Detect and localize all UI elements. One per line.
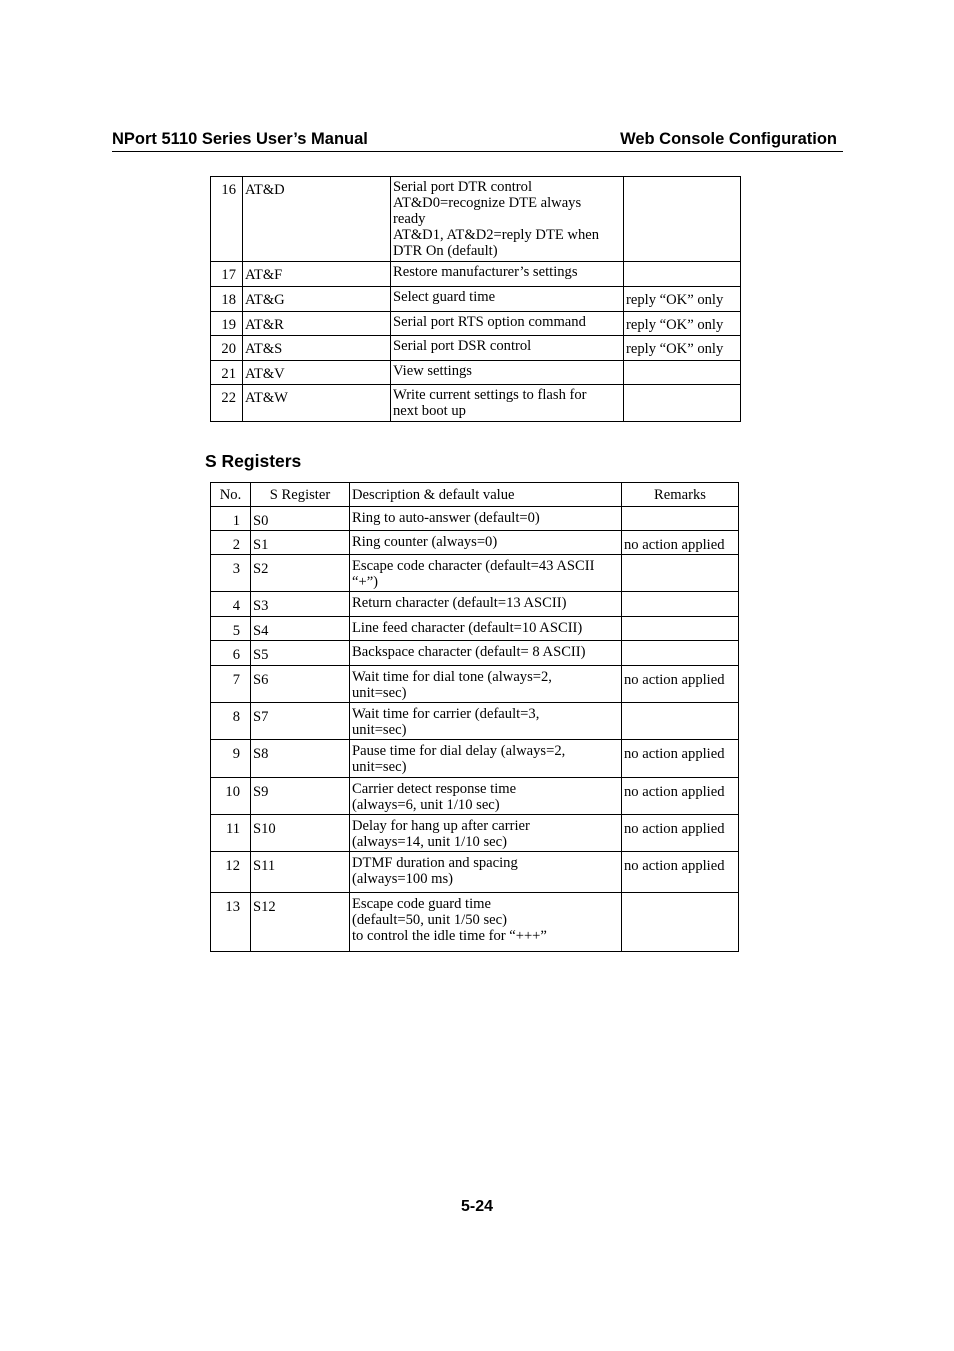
table-row [211, 531, 739, 555]
description-line: Serial port DSR control [393, 338, 532, 354]
s-registers-heading: S Registers [205, 451, 302, 471]
page-number: 5-24 [460, 1198, 494, 1215]
register-cell: S11 [251, 852, 350, 893]
table-row [211, 893, 739, 952]
description-line: (default=50, unit 1/50 sec) [352, 912, 507, 928]
row-number: 9 [211, 740, 251, 778]
table-row [211, 617, 739, 641]
description-line: Return character (default=13 ASCII) [352, 595, 567, 611]
remarks-cell [624, 177, 741, 262]
table-row [211, 385, 741, 422]
remarks-cell [624, 262, 741, 287]
command-cell: AT&S [243, 336, 391, 361]
description-line: (always=100 ms) [352, 871, 454, 887]
header-s-register: S Register [251, 483, 350, 507]
row-number: 11 [211, 815, 251, 852]
register-cell: S9 [251, 778, 350, 815]
table-row [211, 507, 739, 531]
description-line: (always=14, unit 1/10 sec) [352, 834, 507, 850]
row-number: 18 [211, 287, 243, 312]
description-line: View settings [393, 363, 472, 379]
description-cell [350, 666, 622, 703]
table-row [211, 641, 739, 666]
row-number: 1 [211, 507, 251, 531]
description-line: AT&D1, AT&D2=reply DTE when [393, 227, 600, 243]
remarks-cell [624, 361, 741, 385]
remarks-cell [624, 385, 741, 422]
row-number: 21 [211, 361, 243, 385]
table-row [211, 666, 739, 703]
register-cell: S12 [251, 893, 350, 952]
description-line: Escape code character (default=43 ASCII [352, 558, 595, 574]
row-number: 12 [211, 852, 251, 893]
description-line: unit=sec) [352, 759, 407, 775]
description-line: to control the idle time for “+++” [352, 928, 547, 944]
register-cell: S2 [251, 555, 350, 592]
table-row [211, 740, 739, 778]
command-cell: AT&V [243, 361, 391, 385]
remarks-cell [622, 555, 739, 592]
header-remarks: Remarks [622, 483, 739, 507]
description-line: Serial port DTR control [393, 179, 533, 195]
description-cell [350, 852, 622, 893]
row-number: 4 [211, 592, 251, 617]
remarks-cell: no action applied [622, 852, 739, 893]
description-line: next boot up [393, 403, 466, 419]
description-line: unit=sec) [352, 722, 407, 738]
remarks-cell: no action applied [622, 531, 739, 555]
row-number: 6 [211, 641, 251, 666]
description-cell [391, 336, 624, 361]
table-row [211, 703, 739, 740]
remarks-cell [622, 641, 739, 666]
table-row [211, 262, 741, 287]
description-cell [350, 893, 622, 952]
description-cell [391, 312, 624, 336]
table-row [211, 815, 739, 852]
description-line: (always=6, unit 1/10 sec) [352, 797, 500, 813]
description-line: unit=sec) [352, 685, 407, 701]
remarks-cell [622, 592, 739, 617]
register-cell: S1 [251, 531, 350, 555]
command-cell: AT&G [243, 287, 391, 312]
description-line: Restore manufacturer’s settings [393, 264, 578, 280]
s-registers-table [210, 482, 739, 952]
row-number: 19 [211, 312, 243, 336]
remarks-cell [622, 617, 739, 641]
table-row [211, 177, 741, 262]
register-cell: S10 [251, 815, 350, 852]
register-cell: S0 [251, 507, 350, 531]
register-cell: S8 [251, 740, 350, 778]
remarks-cell: no action applied [622, 815, 739, 852]
table-row [211, 778, 739, 815]
description-line: Backspace character (default= 8 ASCII) [352, 644, 586, 660]
row-number: 2 [211, 531, 251, 555]
description-line: Serial port RTS option command [393, 314, 586, 330]
table-row [211, 361, 741, 385]
command-cell: AT&D [243, 177, 391, 262]
description-cell [350, 641, 622, 666]
page-header [112, 129, 843, 152]
row-number: 16 [211, 177, 243, 262]
remarks-cell [622, 893, 739, 952]
description-line: Pause time for dial delay (always=2, [352, 743, 566, 759]
remarks-cell: reply “OK” only [624, 336, 741, 361]
description-line: Wait time for dial tone (always=2, [352, 669, 552, 685]
description-cell [350, 617, 622, 641]
command-cell: AT&W [243, 385, 391, 422]
description-line: Ring counter (always=0) [352, 534, 498, 550]
row-number: 22 [211, 385, 243, 422]
table-row [211, 852, 739, 893]
remarks-cell: no action applied [622, 778, 739, 815]
remarks-cell: reply “OK” only [624, 312, 741, 336]
table-row [211, 312, 741, 336]
register-cell: S7 [251, 703, 350, 740]
description-cell [391, 385, 624, 422]
description-line: Delay for hang up after carrier [352, 818, 530, 834]
register-cell: S6 [251, 666, 350, 703]
description-line: DTMF duration and spacing [352, 855, 518, 871]
remarks-cell: no action applied [622, 666, 739, 703]
remarks-cell: reply “OK” only [624, 287, 741, 312]
register-cell: S5 [251, 641, 350, 666]
row-number: 3 [211, 555, 251, 592]
row-number: 7 [211, 666, 251, 703]
description-line: Select guard time [393, 289, 496, 305]
register-cell: S4 [251, 617, 350, 641]
description-line: “+”) [352, 574, 379, 590]
description-cell [350, 740, 622, 778]
remarks-cell [622, 507, 739, 531]
row-number: 13 [211, 893, 251, 952]
header-no: No. [211, 483, 251, 507]
table-row [211, 555, 739, 592]
description-cell [350, 592, 622, 617]
header-description: Description & default value [350, 483, 622, 507]
description-cell [391, 177, 624, 262]
description-cell [350, 778, 622, 815]
remarks-cell [622, 703, 739, 740]
description-line: AT&D0=recognize DTE always [393, 195, 582, 211]
description-line: Write current settings to flash for [393, 387, 587, 403]
row-number: 10 [211, 778, 251, 815]
remarks-cell: no action applied [622, 740, 739, 778]
command-cell: AT&R [243, 312, 391, 336]
description-cell [350, 531, 622, 555]
description-cell [391, 361, 624, 385]
description-line: ready [393, 211, 426, 227]
description-line: Ring to auto-answer (default=0) [352, 510, 540, 526]
table-row [211, 336, 741, 361]
description-cell [350, 555, 622, 592]
description-cell [350, 507, 622, 531]
register-cell: S3 [251, 592, 350, 617]
description-cell [391, 262, 624, 287]
description-cell [391, 287, 624, 312]
row-number: 20 [211, 336, 243, 361]
row-number: 8 [211, 703, 251, 740]
description-line: Escape code guard time [352, 896, 491, 912]
command-cell: AT&F [243, 262, 391, 287]
row-number: 5 [211, 617, 251, 641]
description-line: Carrier detect response time [352, 781, 517, 797]
manual-title: NPort 5110 Series User’s Manual [112, 130, 368, 148]
at-command-table [210, 176, 741, 422]
table-header-row [211, 483, 739, 507]
description-cell [350, 703, 622, 740]
row-number: 17 [211, 262, 243, 287]
description-cell [350, 815, 622, 852]
section-title: Web Console Configuration [620, 130, 837, 148]
table-row [211, 287, 741, 312]
description-line: Wait time for carrier (default=3, [352, 706, 540, 722]
table-row [211, 592, 739, 617]
description-line: Line feed character (default=10 ASCII) [352, 620, 583, 636]
description-line: DTR On (default) [393, 243, 498, 259]
